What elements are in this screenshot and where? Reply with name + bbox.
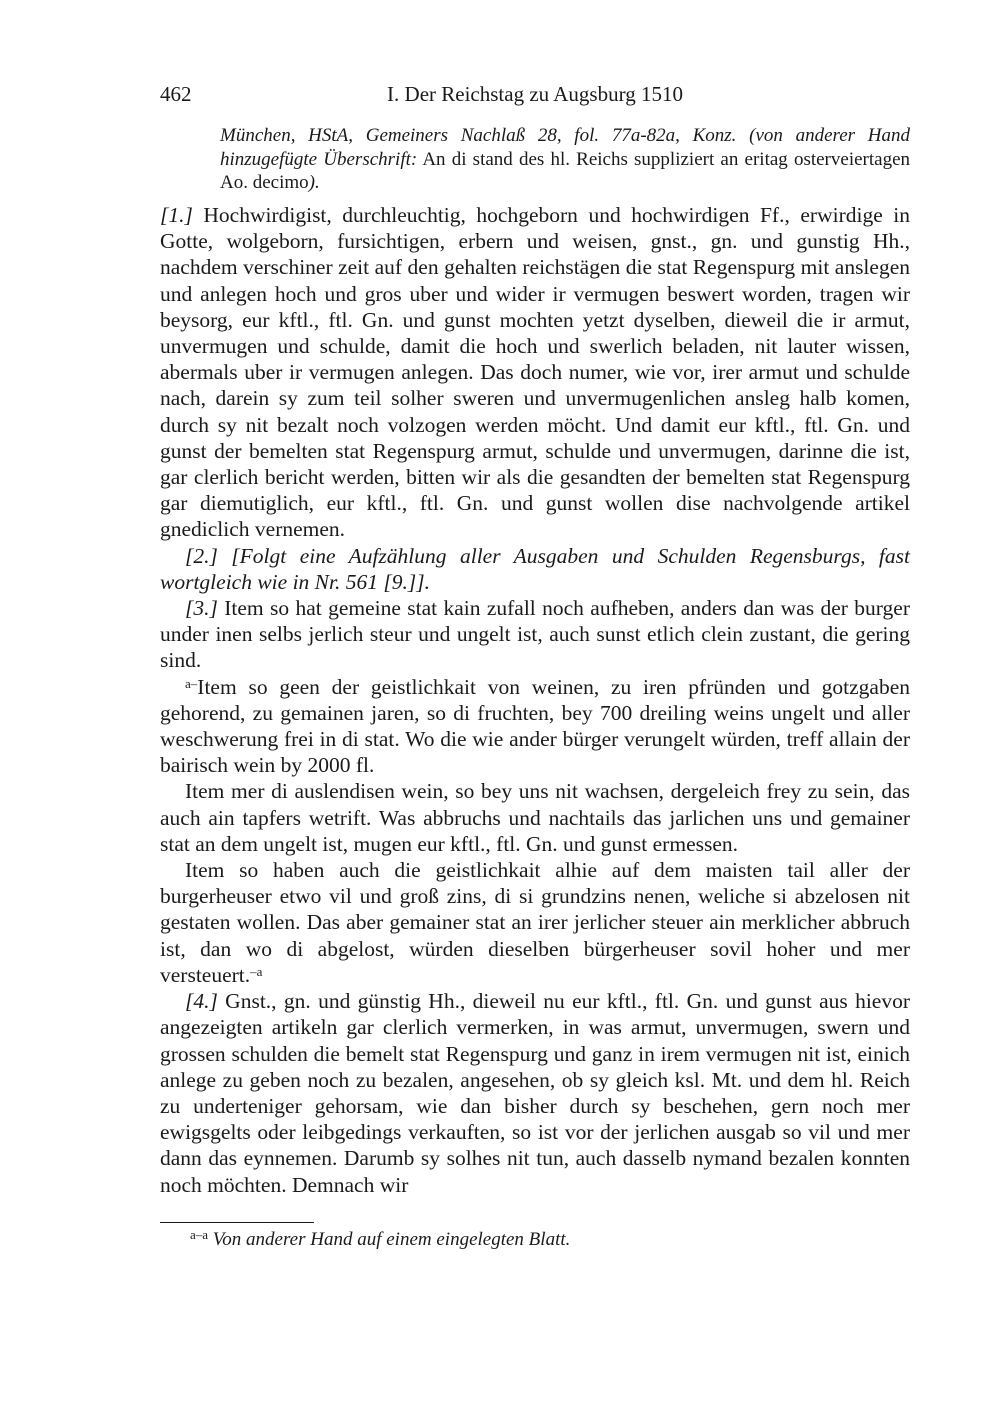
editorial-note: [2.] [Folgt eine Aufzählung aller Ausgaben und Schulden Regensburgs, fast wortgleich wie in Nr. 561 [9.]]. [160,543,910,594]
source-note [220,124,910,195]
footnote-mark: a–a [190,1227,209,1242]
paragraph-number: [1.] [160,203,193,227]
paragraph-text: Item so hat gemeine stat kain zufall noch aufheben, anders dan was der burger under inen selbs jerlich steur und ungelt ist, auch sunst etlich clein zustant, die gering sind. [160,596,910,673]
source-italic-prefix: München, HStA, Gemeiners Nachlaß 28, fol. 77a-82a, Konz. (von anderer Hand hinzugefügte Überschrift: [220,125,910,170]
paragraph-1 [160,202,910,543]
page-number: 462 [160,82,192,106]
source-italic-suffix: ). [308,172,320,193]
paragraph-text: Item so haben auch die geistlichkait alhie auf dem maisten tail aller der burgerheuser etwo vil und groß zins, di si grundzins nenen, weliche si abzelosen nit gestaten wollen. Das aber gemainer stat an irer jerlicher steuer ain merklicher abbruch ist, dan wo di abgelost, würden dieselben bürgerheuser sovil hoher und mer versteuert. [160,858,910,987]
page-header [160,78,910,110]
footnote-text: Von anderer Hand auf einem eingelegten Blatt. [208,1229,571,1250]
paragraph-text: Hochwirdigist, durchleuchtig, hochgeborn und hochwirdigen Ff., erwirdige in Gotte, wolgeborn, fursichtigen, erbern und weisen, gnst., gn. und gunstig Hh., nachdem verschiner zeit auf den gehalten reichstägen die stat Regenspurg mit anslegen und anlegen hoch und gros uber und wider ir vermugen beswert worden, tragen wir beysorg, eur kftl., ftl. Gn. und gunst mochten yetzt dyselben, dieweil die ir armut, unvermugen und schulde, damit die hoch und swerlich beladen, nit lauter wissen, abermals uber ir vermugen anlegen. Das doch numer, wie vor, irer armut und schulde nach, darein sy zum teil solher sweren und unvermugenlichen ansleg halb komen, durch sy nit bezalt noch volzogen werden möcht. Und damit eur kftl., ftl. Gn. und gunst der bemelten stat Regenspurg armut, schulde und unvermugen, darinne die ist, gar clerlich bericht werden, bitten wir als die gesandten der bemelten stat Regenspurg gar diemutiglich, eur kftl., ftl. Gn. und gunst wollen dise nachvolgende artikel gnediclich vernemen. [160,203,910,542]
paragraph-6 [160,857,910,988]
main-text [160,202,910,1198]
paragraph-text: Item mer di auslendisen wein, so bey uns nit wachsen, dergeleich frey zu sein, das auch ain tapfers wetrift. Was abbruchs und nachtails das jarlichen uns und gemainer stat an dem ungelt ist, mugen eur kftl., ftl. Gn. und gunst ermessen. [160,779,910,856]
footnote-marker-open: a– [185,675,198,691]
paragraph-7 [160,988,910,1198]
paragraph-4 [160,674,910,779]
paragraph-2 [160,543,910,595]
footnote-marker-close: –a [250,963,263,979]
running-title: I. Der Reichstag zu Augsburg 1510 [387,82,683,106]
paragraph-3 [160,595,910,674]
footnote-divider [160,1222,314,1223]
source-roman-text: An di stand des hl. Reichs suppliziert an eritag osterveiertagen Ao. decimo [220,148,910,193]
paragraph-text: Item so geen der geistlichkait von weinen, zu iren pfründen und gotzgaben gehorend, zu gemainen jaren, so di fruchten, bey 700 dreiling weins ungelt und aller weschwerung frei in di stat. Wo die wie ander bürger verungelt würden, treff allain der bairisch wein by 2000 fl. [160,674,910,778]
paragraph-number: [4.] [185,989,218,1014]
paragraph-5 [160,778,910,857]
paragraph-text: Gnst., gn. und günstig Hh., dieweil nu eur kftl., ftl. Gn. und gunst aus hievor angezeigten artikeln gar clerlich vermerken, in was armut, unvermugen, swern und grossen schulden die bemelt stat Regenspurg und ganz in irem vermugen nit ist, einich anlege zu geben noch zu bezalen, angesehen, ob sy gleich ksl. Mt. und dem hl. Reich zu underteniger gehorsam, wie dan bisher durch sy beschehen, gern noch mer ewigsgelts oder leibgedings verkauften, so ist vor der jerlichen ausgab so vil und mer dann das eynnemen. Darumb sy solhes nit tun, auch dasselb nymand bezalen konnten noch möchten. Demnach wir [160,989,910,1197]
footnote [190,1228,910,1252]
paragraph-number: [3.] [185,596,218,621]
